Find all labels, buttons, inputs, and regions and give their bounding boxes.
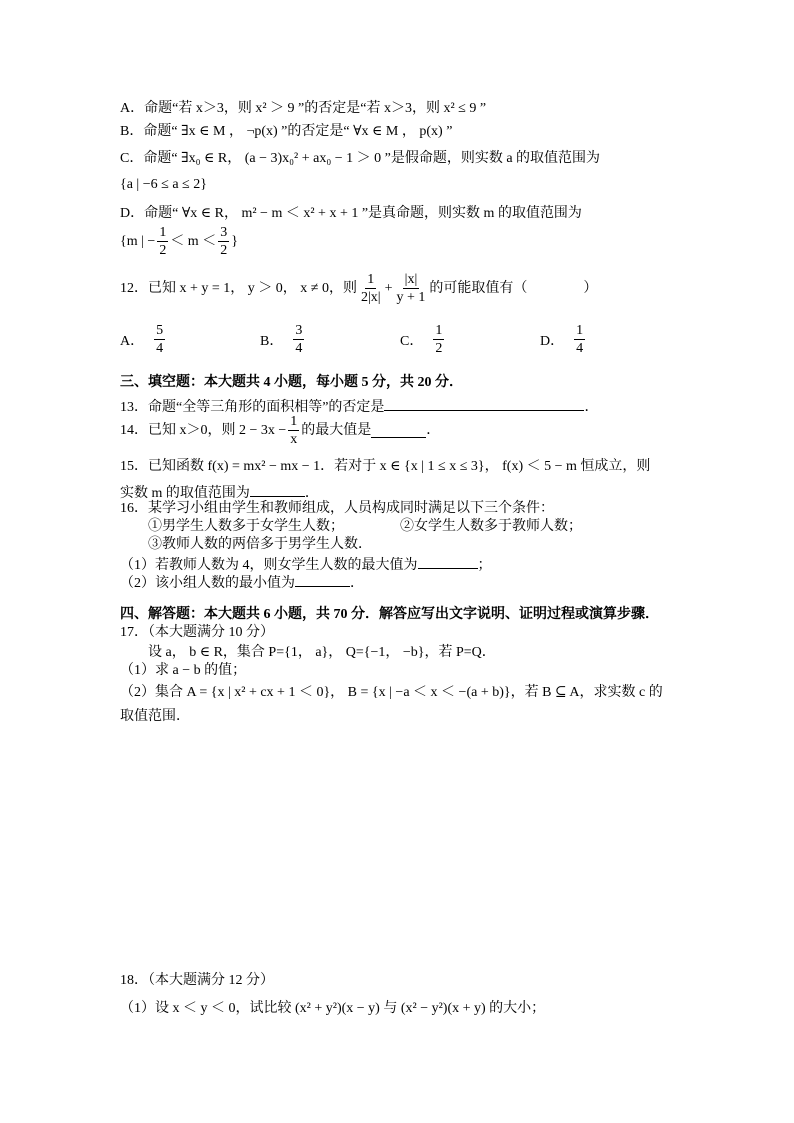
q12-f2-num: |x|	[404, 272, 418, 287]
q14-answer-blank[interactable]	[371, 423, 426, 438]
q12-stem	[120, 271, 597, 306]
q16-part-2	[120, 572, 364, 593]
q12-f1-num: 1	[367, 272, 375, 287]
q16-condition-2: ②女学生人数多于教师人数；	[400, 519, 582, 534]
d2-suffix: }	[231, 233, 238, 249]
q12-b-num: 3	[295, 323, 303, 338]
q12-d-num: 1	[576, 323, 584, 338]
q18-part-1: （1）设 x ＜ y ＜ 0，试比较 (x² + y²)(x − y) 与 (x² − y²)(x + y) 的大小；	[120, 1001, 546, 1016]
q16-p2-answer-blank[interactable]	[295, 572, 350, 587]
q16-condition-3: ③教师人数的两倍多于男学生人数．	[148, 537, 372, 552]
q16-stem: 16．某学习小组由学生和教师组成，人员构成同时满足以下三个条件：	[120, 501, 554, 516]
d2-frac2-den: 2	[220, 243, 228, 258]
d2-fraction-2	[218, 224, 229, 259]
q11-option-c-line2: {a | −6 ≤ a ≤ 2}	[120, 177, 207, 192]
q12-f1-den: 2|x|	[360, 290, 381, 305]
q13-answer-blank[interactable]	[384, 396, 584, 411]
q15-answer-blank[interactable]	[250, 482, 305, 497]
q12-plus: +	[384, 280, 393, 296]
q16-p1-end: ；	[477, 558, 492, 573]
q12-c-den: 2	[435, 341, 443, 356]
section-3-heading: 三、填空题：本大题共 4 小题，每小题 5 分，共 20 分．	[120, 375, 463, 390]
q11-option-d-line1: D．命题“ ∀x ∈ R， m² − m ＜ x² + x + 1 ”是真命题，则实数 m 的取值范围为	[120, 206, 582, 221]
q12-f2-den: y + 1	[396, 290, 426, 305]
q12-option-b	[260, 322, 306, 357]
q17-part-1: （1）求 a − b 的值；	[120, 663, 247, 678]
q16-p1-answer-blank[interactable]	[418, 554, 478, 569]
q16-p2-end: ．	[350, 576, 364, 591]
q13-end: ．	[584, 400, 599, 415]
q14-fraction	[288, 413, 299, 448]
q11-option-a: A．命题“若 x＞3，则 x² ＞ 9 ”的否定是“若 x＞3，则 x² ≤ 9 ”	[120, 101, 487, 116]
q11-option-d-line2	[120, 224, 238, 259]
q13-text: 13．命题“全等三角形的面积相等”的否定是	[120, 400, 385, 415]
q16-p2-text: （2）该小组人数的最小值为	[120, 576, 295, 591]
q15-line1: 15．已知函数 f(x) = mx² − mx − 1．若对于 x ∈ {x | 1 ≤ x ≤ 3}， f(x) ＜ 5 − m 恒成立，则	[120, 459, 651, 474]
q16-p1-text: （1）若教师人数为 4，则女学生人数的最大值为	[120, 558, 418, 573]
q14-end: ．	[426, 422, 441, 438]
q12-stem-pre: 12．已知 x + y = 1， y ＞ 0， x ≠ 0，则	[120, 280, 357, 296]
q14-f-num: 1	[290, 414, 298, 429]
q12-option-d	[540, 322, 587, 357]
q17-part-2: （2）集合 A = {x | x² + cx + 1 ＜ 0}， B = {x | −a ＜ x ＜ −(a + b)}，若 B ⊆ A，求实数 c 的	[120, 685, 663, 700]
q15-text: 实数 m 的取值范围为	[120, 486, 250, 501]
q12-option-a	[120, 322, 167, 357]
q14-f-den: x	[290, 432, 298, 447]
d2-fraction-1	[157, 224, 168, 259]
q12-b-label: B．	[260, 333, 284, 349]
q12-c-label: C．	[400, 333, 424, 349]
q12-c-num: 1	[435, 323, 443, 338]
q11-option-c-line1: C．命题“ ∃x₀ ∈ R， (a − 3)x₀² + ax₀ − 1 ＞ 0 ”是假命题，则实数 a 的取值范围为	[120, 151, 601, 166]
q12-b-den: 4	[295, 341, 303, 356]
q14-text: 14．已知 x＞0，则 2 − 3x −	[120, 422, 287, 438]
q16-condition-1: ①男学生人数多于女学生人数；	[148, 519, 344, 534]
q12-stem-post: 的可能取值有（	[429, 280, 528, 296]
q12-close-paren: ）	[583, 280, 598, 296]
q12-option-c	[400, 322, 446, 357]
q12-fraction-1	[359, 271, 383, 306]
q14	[120, 413, 440, 448]
d2-frac2-num: 3	[220, 225, 228, 240]
q11-option-b: B．命题“ ∃x ∈ M ， ¬p(x) ”的否定是“ ∀x ∈ M ， p(x) ”	[120, 124, 453, 139]
q12-d-den: 4	[576, 341, 584, 356]
d2-middle: ＜ m ＜	[170, 233, 217, 249]
q14-mid: 的最大值是	[301, 422, 372, 438]
q12-fraction-2	[395, 271, 428, 306]
q12-d-label: D．	[540, 333, 565, 349]
q12-a-num: 5	[156, 323, 164, 338]
d2-prefix: {m | −	[120, 233, 156, 249]
d2-frac1-den: 2	[159, 243, 167, 258]
q18-heading: 18．（本大题满分 12 分）	[120, 973, 274, 988]
q12-a-den: 4	[156, 341, 164, 356]
q15-end: ．	[304, 486, 319, 501]
q17-line1: 设 a， b ∈ R，集合 P={1， a}， Q={−1， −b}，若 P=Q．	[148, 645, 496, 660]
q17-heading: 17．（本大题满分 10 分）	[120, 625, 274, 640]
d2-frac1-num: 1	[159, 225, 167, 240]
q12-a-label: A．	[120, 333, 145, 349]
section-4-heading: 四、解答题：本大题共 6 小题，共 70 分．解答应写出文字说明、证明过程或演算步骤．	[120, 607, 659, 622]
q17-part-2-cont: 取值范围．	[120, 709, 190, 724]
